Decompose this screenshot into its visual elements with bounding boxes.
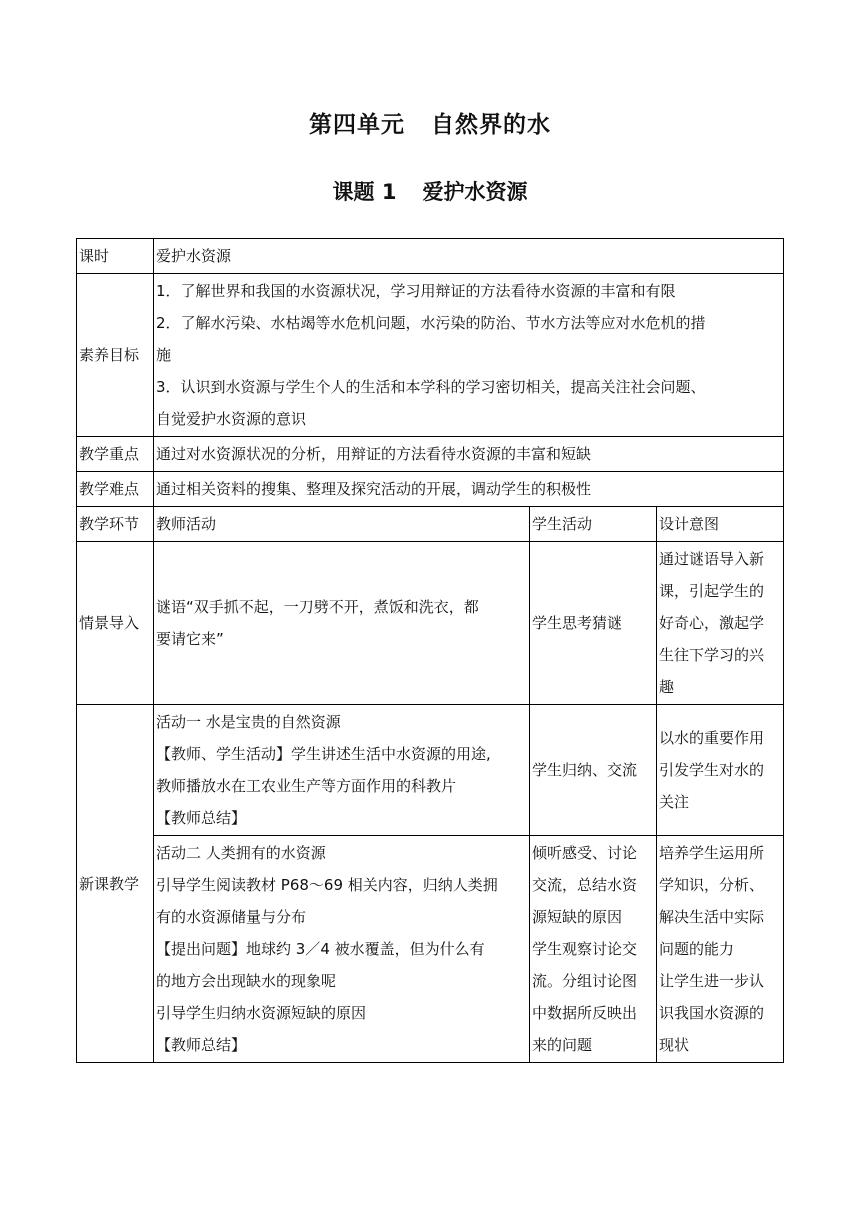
text-line: 识我国水资源的 <box>659 1004 765 1022</box>
goal-line: 施 <box>156 346 172 364</box>
text-line: 关注 <box>659 793 690 811</box>
text-line: 问题的能力 <box>659 940 735 958</box>
intro-intent <box>657 542 784 705</box>
text-line: 生往下学习的兴 <box>659 646 765 664</box>
activity1-student: 学生归纳、交流 <box>530 705 657 836</box>
text-line: 现状 <box>659 1036 690 1054</box>
row-activity-1 <box>77 705 784 836</box>
text-line: 引导学生归纳水资源短缺的原因 <box>156 1004 367 1022</box>
text-line: 教师播放水在工农业生产等方面作用的科教片 <box>156 777 457 795</box>
value-key-point: 通过对水资源状况的分析，用辩证的方法看待水资源的丰富和短缺 <box>154 437 784 472</box>
text-line: 中数据所反映出 <box>532 1004 638 1022</box>
value-lesson: 爱护水资源 <box>154 239 784 274</box>
text-line: 谜语“双手抓不起，一刀劈不开，煮饭和洗衣，都 <box>156 598 479 616</box>
lesson-title: 课题 1 爱护水资源 <box>332 180 528 204</box>
row-column-headers <box>77 507 784 542</box>
goal-line: 2．了解水污染、水枯竭等水危机问题，水污染的防治、节水方法等应对水危机的措 <box>156 314 706 332</box>
header-student: 学生活动 <box>530 507 657 542</box>
value-difficulty: 通过相关资料的搜集、整理及探究活动的开展，调动学生的积极性 <box>154 472 784 507</box>
goal-line: 自觉爱护水资源的意识 <box>156 410 307 428</box>
label-goals: 素养目标 <box>77 274 154 437</box>
text-line: 引发学生对水的 <box>659 761 765 779</box>
text-line: 以水的重要作用 <box>659 729 765 747</box>
text-line: 倾听感受、讨论 <box>532 844 638 862</box>
text-line: 流。分组讨论图 <box>532 972 638 990</box>
text-line: 的地方会出现缺水的现象呢 <box>156 972 337 990</box>
text-line: 有的水资源储量与分布 <box>156 908 307 926</box>
label-lesson: 课时 <box>77 239 154 274</box>
activity1-teacher <box>154 705 530 836</box>
header-intent: 设计意图 <box>657 507 784 542</box>
header-stage: 教学环节 <box>77 507 154 542</box>
text-line: 【提出问题】地球约 3／4 被水覆盖，但为什么有 <box>156 940 485 958</box>
intro-student: 学生思考猜谜 <box>530 542 657 705</box>
text-line: 趣 <box>659 678 675 696</box>
intro-teacher <box>154 542 530 705</box>
row-key-point <box>77 437 784 472</box>
text-line: 解决生活中实际 <box>659 908 765 926</box>
unit-title: 第四单元 自然界的水 <box>309 112 551 138</box>
text-line: 课，引起学生的 <box>659 582 765 600</box>
text-line: 【教师总结】 <box>156 1036 247 1054</box>
stage-new-lesson: 新课教学 <box>77 705 154 1063</box>
text-line: 活动一 水是宝贵的自然资源 <box>156 713 341 731</box>
row-activity-2 <box>77 836 784 1063</box>
row-lesson <box>77 239 784 274</box>
activity2-intent <box>657 836 784 1063</box>
goals-text <box>154 274 784 437</box>
stage-intro: 情景导入 <box>77 542 154 705</box>
activity2-student <box>530 836 657 1063</box>
text-line: 活动二 人类拥有的水资源 <box>156 844 326 862</box>
header-teacher: 教师活动 <box>154 507 530 542</box>
text-line: 【教师总结】 <box>156 809 247 827</box>
text-line: 源短缺的原因 <box>532 908 623 926</box>
text-line: 【教师、学生活动】学生讲述生活中水资源的用途, <box>156 745 491 763</box>
text-line: 培养学生运用所 <box>659 844 765 862</box>
label-key-point: 教学重点 <box>77 437 154 472</box>
text-line: 引导学生阅读教材 P68～69 相关内容，归纳人类拥 <box>156 876 498 894</box>
text-line: 学生观察讨论交 <box>532 940 638 958</box>
text-line: 好奇心，激起学 <box>659 614 765 632</box>
goal-line: 1．了解世界和我国的水资源状况，学习用辩证的方法看待水资源的丰富和有限 <box>156 282 676 300</box>
text-line: 来的问题 <box>532 1036 593 1054</box>
row-difficulty <box>77 472 784 507</box>
goal-line: 3．认识到水资源与学生个人的生活和本学科的学习密切相关，提高关注社会问题、 <box>156 378 706 396</box>
lesson-plan-table <box>76 238 784 1063</box>
row-intro <box>77 542 784 705</box>
text-line: 学知识，分析、 <box>659 876 765 894</box>
text-line: 通过谜语导入新 <box>659 550 765 568</box>
text-line: 交流，总结水资 <box>532 876 638 894</box>
activity2-teacher <box>154 836 530 1063</box>
row-goals <box>77 274 784 437</box>
activity1-intent <box>657 705 784 836</box>
label-difficulty: 教学难点 <box>77 472 154 507</box>
text-line: 要请它来” <box>156 630 224 648</box>
text-line: 让学生进一步认 <box>659 972 765 990</box>
